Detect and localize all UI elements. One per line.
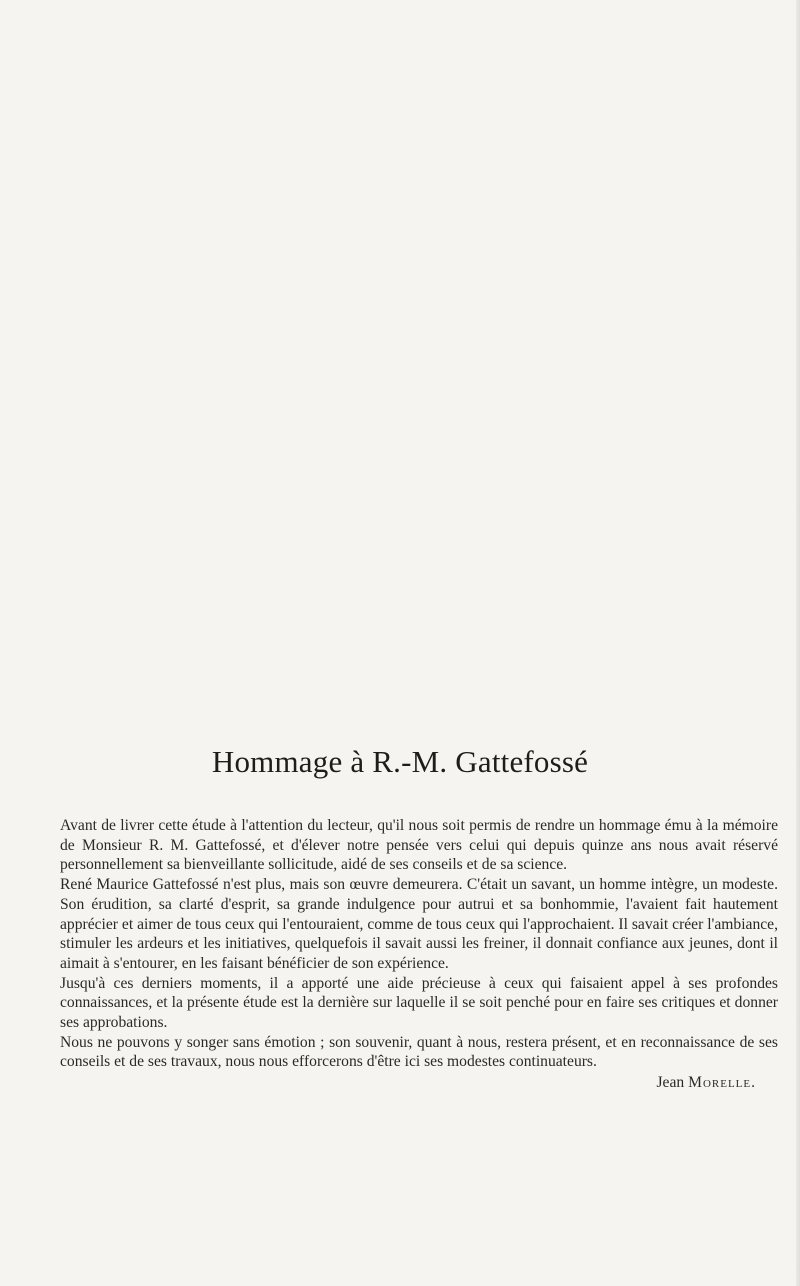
page-title: Hommage à R.-M. Gattefossé [211, 744, 589, 779]
paragraph-1: Avant de livrer cette étude à l'attention du lecteur, qu'il nous soit permis de rendre un hommage ému à la mémoire de Monsieur R. M. Gattefossé, et d'élever notre pensée vers celui qui depuis quinze ans nous avait réservé personnellement sa bienveillante sollicitude, aidé de ses conseils et de sa science. [60, 817, 778, 874]
author-last-name: Morelle. [688, 1074, 756, 1091]
paragraph-3: Jusqu'à ces derniers moments, il a apporté une aide précieuse à ceux qui faisaient appel à ses profondes connaissances, et la présente étude est la dernière sur laquelle il se soit penché pour en faire ses critiques et donner ses approbations. [60, 974, 778, 1032]
paragraph-4: Nous ne pouvons y songer sans émotion ; son souvenir, quant à nous, restera présent, et en reconnaissance de ses conseils et de ses travaux, nous nous efforcerons d'être ici ses modestes continuateurs. [60, 1033, 778, 1071]
tribute-text [60, 816, 778, 1072]
paragraph-2: René Maurice Gattefossé n'est plus, mais son œuvre demeurera. C'était un savant, un homme intègre, un modeste. Son érudition, sa clarté d'esprit, sa grande indulgence pour autrui et sa bonhommie, l'avaient fait hautement apprécier et aimer de tous ceux qui l'entouraient, comme de tous ceux qui l'approchaient. Il savait créer l'ambiance, stimuler les ardeurs et les initiatives, quelquefois il savait aussi les freiner, il donnait confiance aux jeunes, dont il aimait à s'entourer, en les faisant bénéficier de son expérience. [60, 876, 778, 972]
author-first-name: Jean [656, 1074, 685, 1091]
page-edge [796, 0, 800, 1286]
author-signature [656, 1074, 756, 1092]
